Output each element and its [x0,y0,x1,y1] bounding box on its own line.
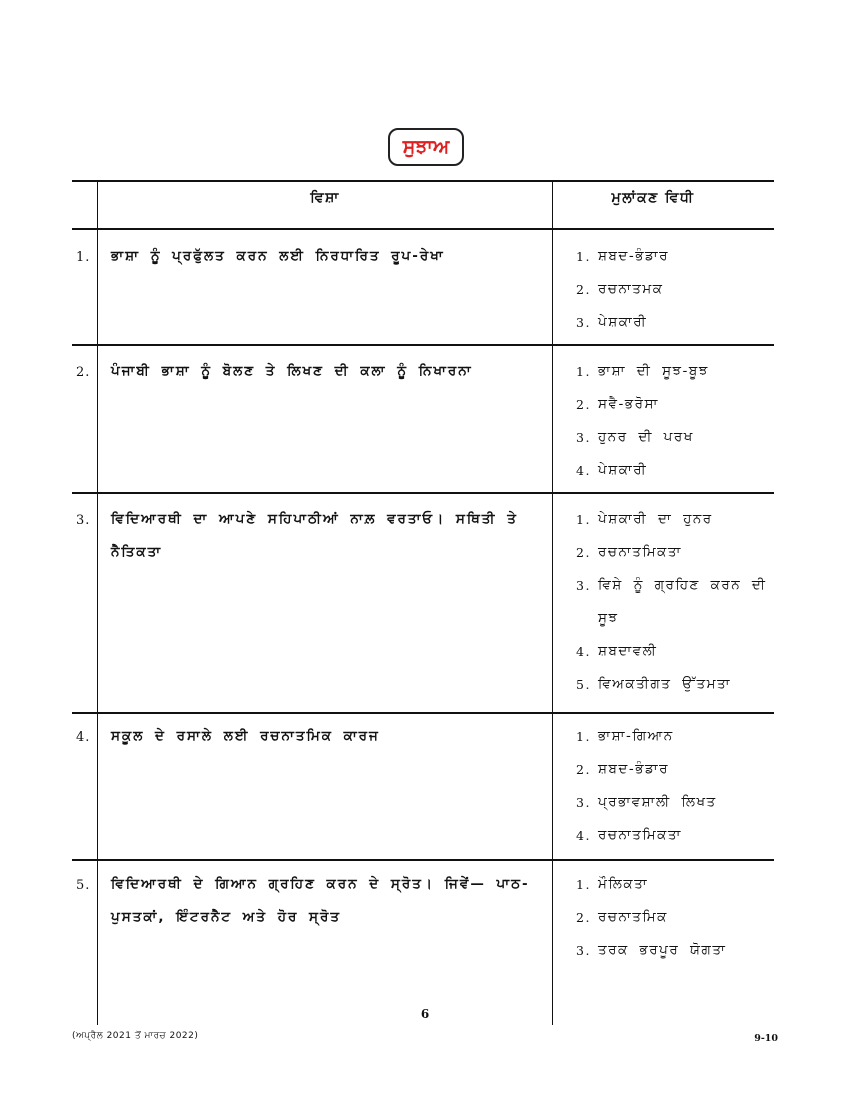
page-number: 6 [420,1007,430,1021]
criterion-number: 1. [576,877,591,892]
criterion-number: 3. [576,430,591,445]
header-bottom-rule [72,228,774,230]
criterion-number: 1. [576,729,591,744]
criterion-number: 2. [576,545,591,560]
criterion-text: ਰਚਨਾਤਮਕ [598,281,664,297]
criterion-number: 4. [576,463,591,478]
criterion-text: ਪੇਸ਼ਕਾਰੀ ਦਾ ਹੁਨਰ [598,511,713,527]
criterion-text: ਹੁਨਰ ਦੀ ਪਰਖ [598,429,694,445]
row-divider [72,859,774,861]
list-item [576,934,781,967]
criterion-text: ਰਚਨਾਤਮਿਕ [598,909,668,925]
row-topic: ਪੰਜਾਬੀ ਭਾਸ਼ਾ ਨੂੰ ਬੋਲਣ ਤੇ ਲਿਖਣ ਦੀ ਕਲਾ ਨੂੰ ਨਿਖਾਰਨਾ [111,363,473,379]
list-item [576,668,781,701]
criterion-number: 3. [576,795,591,810]
row-topic: ਵਿਦਿਆਰਥੀ ਦਾ ਆਪਣੇ ਸਹਿਪਾਠੀਆਂ ਨਾਲ਼ ਵਰਤਾਓ। ਸਥਿਤੀ ਤੇ ਨੈਤਿਕਤਾ [111,511,518,560]
heading-box [388,128,464,166]
list-item [576,868,781,901]
list-item [576,306,781,339]
criterion-number: 2. [576,910,591,925]
column-header-method: ਮੁਲਾਂਕਣ ਵਿਧੀ [611,190,695,206]
criteria-list [576,868,781,967]
column-divider-number [97,180,98,1025]
list-item [576,421,781,454]
criterion-number: 2. [576,282,591,297]
criteria-list [576,720,781,852]
row-number: 5. [76,878,91,893]
criteria-list [576,240,781,339]
list-item [576,454,781,487]
criterion-text: ਰਚਨਾਤਮਿਕਤਾ [598,827,682,843]
criterion-text: ਭਾਸ਼ਾ ਦੀ ਸੂਝ-ਬੂਝ [598,363,709,379]
row-topic: ਵਿਦਿਆਰਥੀ ਦੇ ਗਿਆਨ ਗ੍ਰਹਿਣ ਕਰਨ ਦੇ ਸ੍ਰੋਤ। ਜਿਵੇਂ— ਪਾਠ-ਪੁਸਤਕਾਂ, ਇੰਟਰਨੈਟ ਅਤੇ ਹੋਰ ਸ੍ਰੋਤ [111,876,530,925]
row-number: 1. [76,250,91,265]
criterion-text: ਵਿਅਕਤੀਗਤ ਉੱਤਮਤਾ [598,676,731,692]
criterion-text: ਸ਼ਬਦ-ਭੰਡਾਰ [598,761,670,777]
criterion-text: ਪ੍ਰਭਾਵਸ਼ਾਲੀ ਲਿਖਤ [598,794,717,810]
criterion-number: 3. [576,578,591,593]
list-item [576,273,781,306]
criterion-text: ਪੇਸ਼ਕਾਰੀ [598,462,648,478]
criterion-number: 5. [576,677,591,692]
table-top-rule [72,180,774,182]
criterion-text: ਪੇਸ਼ਕਾਰੀ [598,314,648,330]
column-header-topic: ਵਿਸ਼ਾ [310,190,340,206]
criterion-text: ਵਿਸ਼ੇ ਨੂੰ ਗ੍ਰਹਿਣ ਕਰਨ ਦੀ ਸੂਝ [598,577,767,626]
criterion-number: 1. [576,512,591,527]
criterion-number: 3. [576,943,591,958]
criterion-number: 1. [576,364,591,379]
row-number: 3. [76,513,91,528]
row-divider [72,492,774,494]
list-item [576,720,781,753]
criterion-number: 3. [576,315,591,330]
criterion-number: 2. [576,762,591,777]
criterion-text: ਭਾਸ਼ਾ-ਗਿਆਨ [598,728,674,744]
list-item [576,569,781,635]
criterion-text: ਸ਼ਬਦ-ਭੰਡਾਰ [598,248,670,264]
criterion-text: ਸਵੈ-ਭਰੋਸਾ [598,396,659,412]
list-item [576,503,781,536]
list-item [576,753,781,786]
criteria-list [576,355,781,487]
criterion-number: 4. [576,828,591,843]
column-divider-method [552,180,553,1025]
criterion-number: 1. [576,249,591,264]
row-topic: ਸਕੂਲ ਦੇ ਰਸਾਲੇ ਲਈ ਰਚਨਾਤਮਿਕ ਕਾਰਜ [111,728,380,744]
list-item [576,355,781,388]
row-topic: ਭਾਸ਼ਾ ਨੂੰ ਪ੍ਰਫੁੱਲਤ ਕਰਨ ਲਈ ਨਿਰਧਾਰਿਤ ਰੂਪ-ਰੇਖਾ [111,248,445,264]
list-item [576,786,781,819]
criterion-text: ਮੌਲਿਕਤਾ [598,876,649,892]
row-divider [72,344,774,346]
list-item [576,536,781,569]
list-item [576,819,781,852]
row-divider [72,712,774,714]
criterion-number: 2. [576,397,591,412]
page-heading: ਸੁਝਾਅ [402,135,450,158]
criterion-text: ਰਚਨਾਤਮਿਕਤਾ [598,544,682,560]
criterion-text: ਸ਼ਬਦਾਵਲੀ [598,643,658,659]
row-number: 2. [76,365,91,380]
list-item [576,901,781,934]
list-item [576,240,781,273]
criterion-text: ਤਰਕ ਭਰਪੂਰ ਯੋਗਤਾ [598,942,727,958]
footer-class-range: 9-10 [754,1033,778,1044]
row-number: 4. [76,730,91,745]
footer-date-range: (ਅਪ੍ਰੈਲ 2021 ਤੋਂ ਮਾਰਚ 2022) [72,1031,199,1041]
list-item [576,635,781,668]
criterion-number: 4. [576,644,591,659]
criteria-list [576,503,781,701]
list-item [576,388,781,421]
